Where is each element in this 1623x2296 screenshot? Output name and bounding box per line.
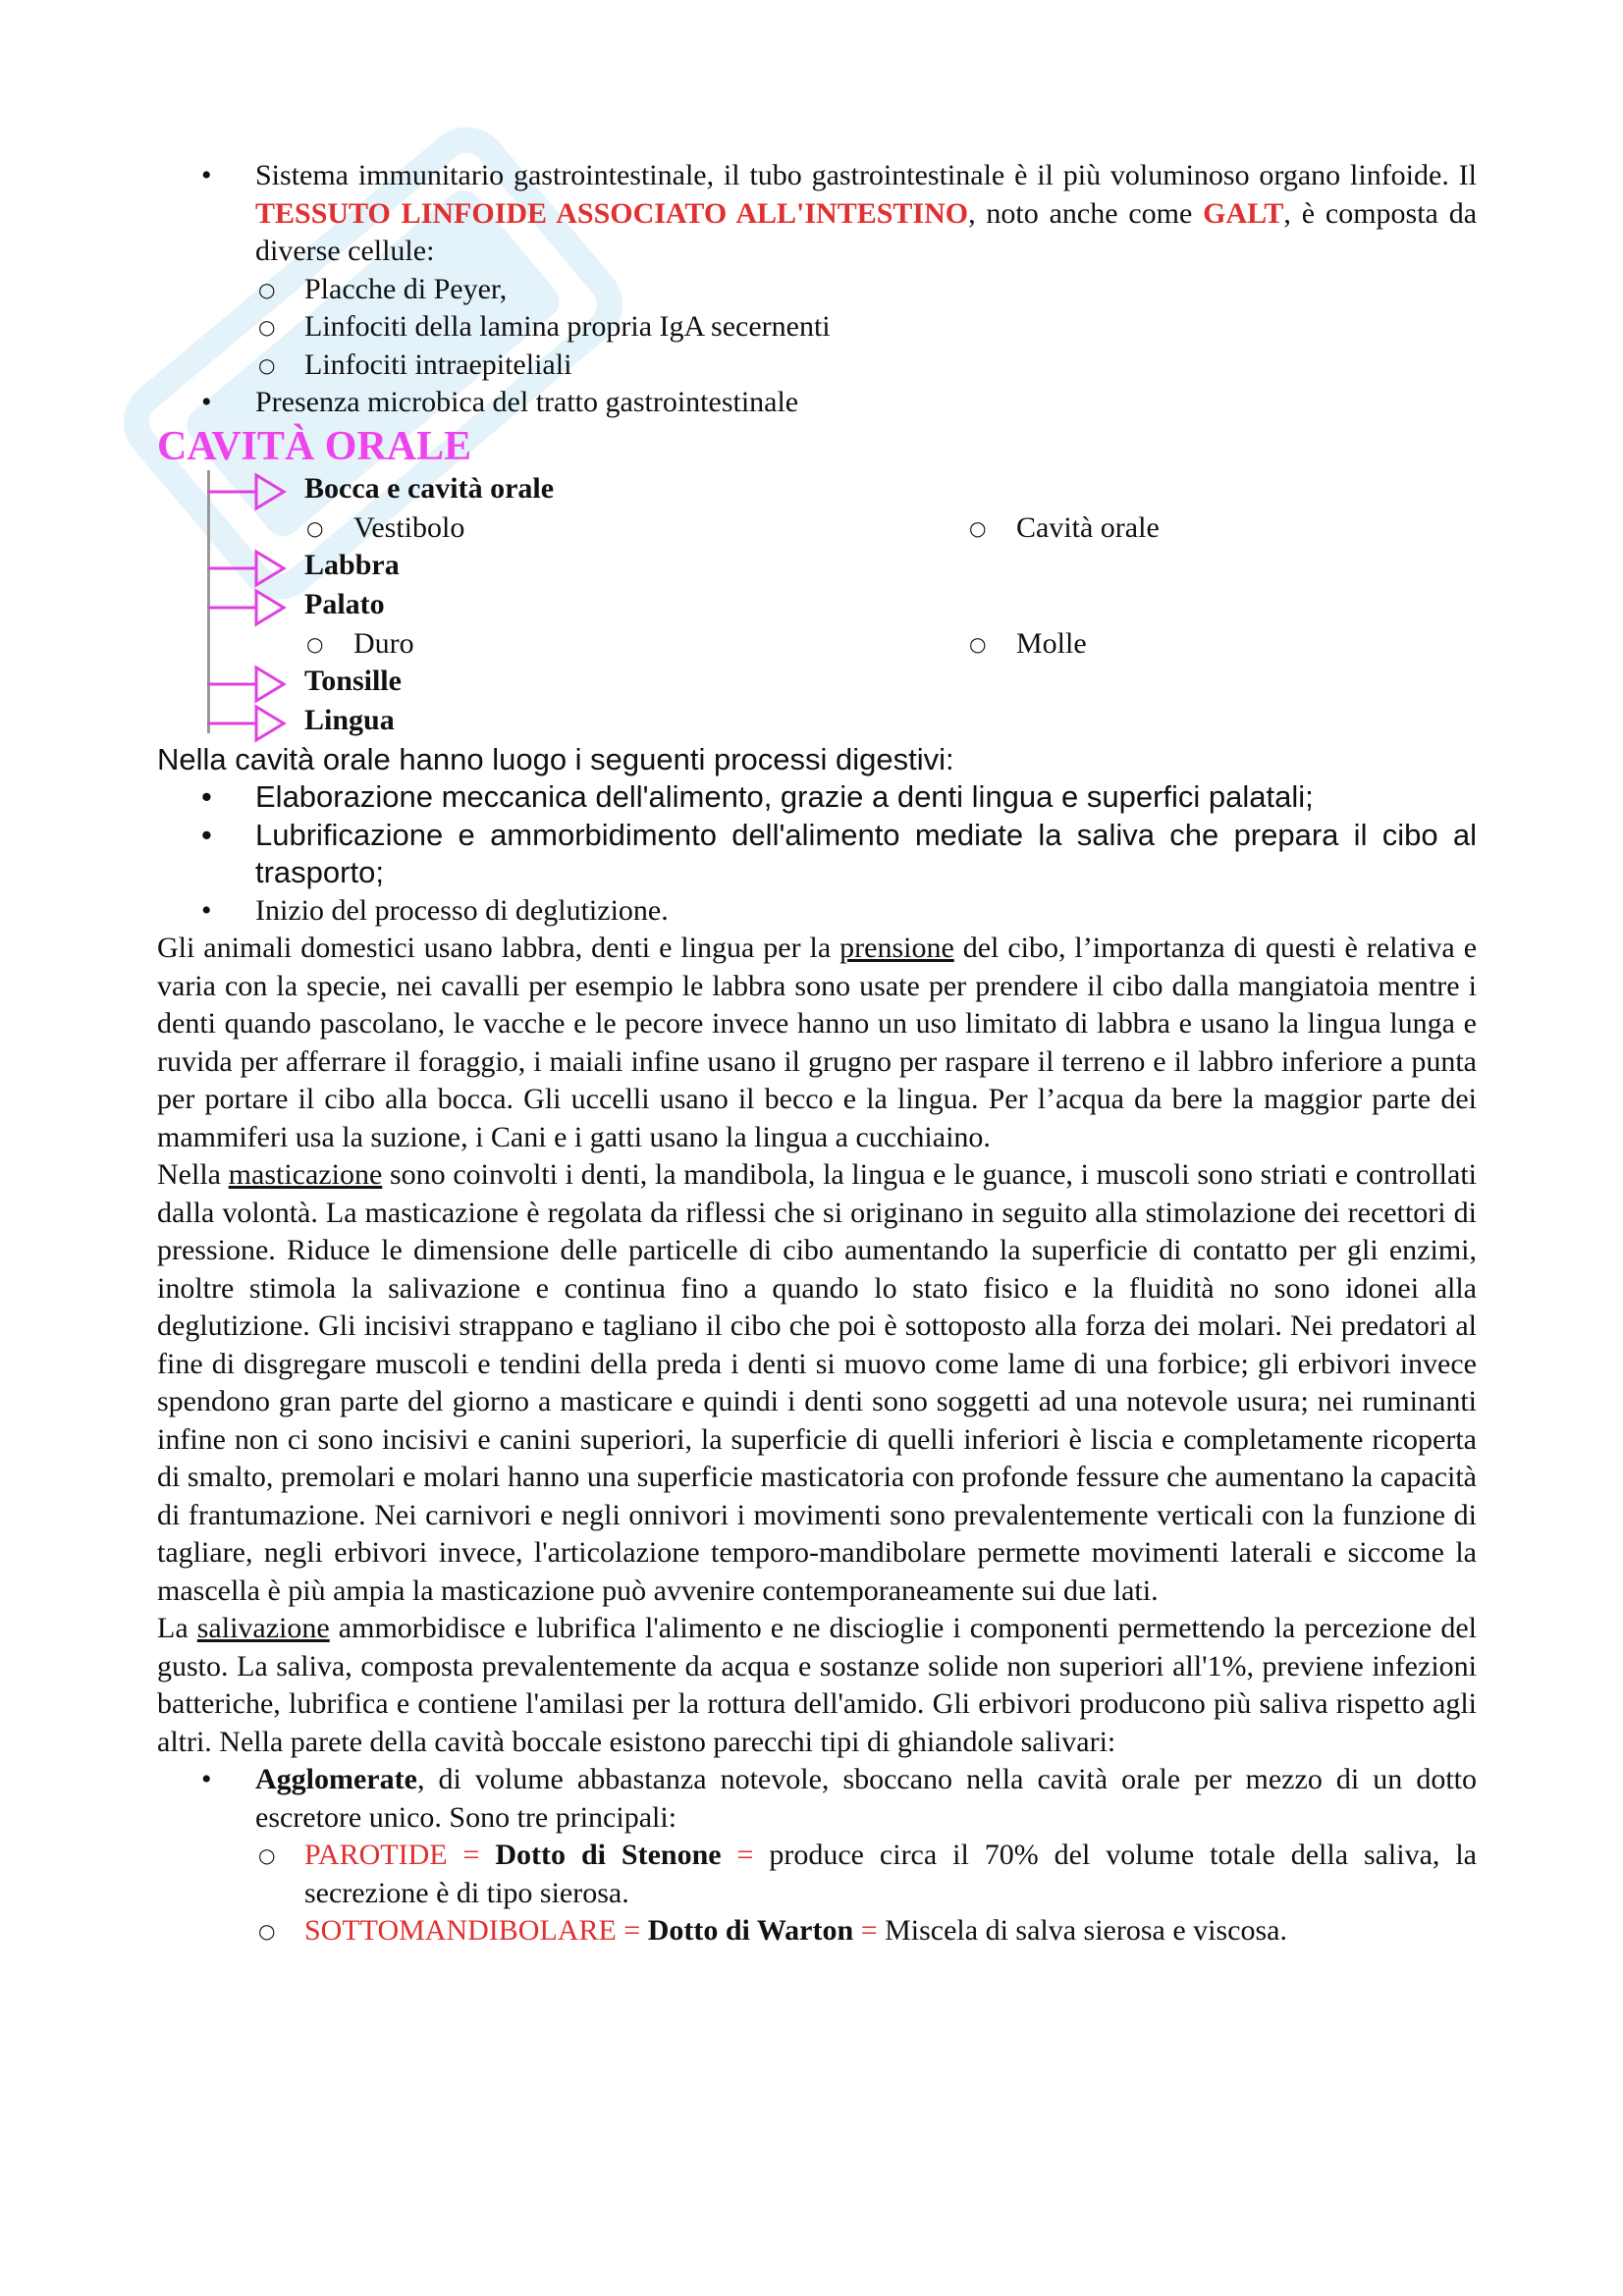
- list-item: ○ Linfociti intraepiteliali: [255, 347, 1477, 385]
- tree-sub-duro: ○ Duro: [353, 625, 414, 664]
- cell-sublist: [255, 271, 1477, 385]
- tree-label-lingua: Lingua: [304, 703, 395, 736]
- tree-sub-molle: ○ Molle: [1016, 625, 1087, 664]
- arrow-right-icon: [207, 547, 288, 590]
- term-agglomerate: Agglomerate: [255, 1763, 417, 1795]
- list-item: • Presenza microbica del tratto gastrointestinale: [157, 384, 1477, 422]
- galt-abbr: GALT: [1203, 196, 1284, 230]
- arrow-right-icon: [207, 702, 288, 745]
- list-item: • Elaborazione meccanica dell'alimento, grazie a denti lingua e superfici palatali;: [157, 778, 1477, 817]
- tree-subrow: [157, 509, 1477, 549]
- processes-list: [157, 778, 1477, 930]
- structure-tree: [157, 470, 1477, 741]
- tree-row: [157, 547, 1477, 586]
- arrow-right-icon: [207, 586, 288, 629]
- list-item: • Sistema immunitario gastrointestinale, il tubo gastrointestinale è il più voluminoso organo linfoide. Il TESSUTO LINFOIDE ASSOCIATO ALL'INTESTINO, noto anche come GALT, è composta da diverse cellule: ○ Placche di Peyer, ○ Linfociti della lamina propria IgA secernenti ○ Linfociti intraepiteliali: [157, 157, 1477, 384]
- gland-item-sottomandibolare: ○ SOTTOMANDIBOLARE = Dotto di Warton = Miscela di salva sierosa e viscosa.: [255, 1912, 1477, 1950]
- arrow-right-icon: [207, 470, 288, 513]
- list-item: ○ Placche di Peyer,: [255, 271, 1477, 309]
- paragraph-prensione: Gli animali domestici usano labbra, denti e lingua per la prensione del cibo, l’importanza di questi è relativa e varia con la specie, nei cavalli per esempio le labbra sono usate per prendere il cibo dalla mangiatoia mentre i denti quando pascolano, le vacche e le pecore invece hanno un uso limitato di labbra e usano la lingua lunga e ruvida per afferrare il foraggio, i maiali infine usano il grugno per raspare il terreno e il labbro inferiore a punta per portare il cibo alla bocca. Gli uccelli usano il becco e la lingua. Per l’acqua da bere la maggior parte dei mammiferi usa la suzione, i Cani e i gatti usano la lingua a cucchiaino.: [157, 932, 1478, 1153]
- tree-subrow: [157, 625, 1477, 665]
- term-prensione: prensione: [839, 932, 954, 964]
- tree-sub-vestibolo: ○ Vestibolo: [353, 509, 464, 548]
- galt-term: TESSUTO LINFOIDE ASSOCIATO ALL'INTESTINO: [255, 196, 969, 230]
- tree-label-bocca: Bocca e cavità orale: [304, 471, 555, 505]
- tree-row: [157, 702, 1477, 741]
- gland-item-parotide: ○ PAROTIDE = Dotto di Stenone = produce circa il 70% del volume totale della saliva, la secrezione è di tipo sierosa.: [255, 1837, 1477, 1912]
- tree-row: [157, 663, 1477, 702]
- arrow-right-icon: [207, 663, 288, 706]
- term-masticazione: masticazione: [228, 1158, 383, 1191]
- tree-row: [157, 470, 1477, 509]
- glands-list: [157, 1761, 1477, 1950]
- paragraph-masticazione: Nella masticazione sono coinvolti i denti, la mandibola, la lingua e le guance, i muscoli sono striati e controllati dalla volontà. La masticazione è regolata da riflessi che si originano in seguito alla stimolazione dei recettori di pressione. Riduce le dimensione delle particelle di cibo aumentando la superficie di contatto per gli enzimi, inoltre stimola la salivazione e continua fino a quando lo stato fisico e la fluidità no sono idonei alla deglutizione. Gli incisivi strappano e tagliano il cibo che poi è sottoposto alla forza dei molari. Nei predatori al fine di disgregare muscoli e tendini della preda i denti si muovo come lame di una forbice; gli erbivori invece spendono gran parte del giorno a masticare e quindi i denti sono soggetti ad una notevole usura; nei ruminanti infine non ci sono incisivi e canini superiori, la superficie di quelli inferiori è liscia e completamente ricoperta di smalto, premolari e molari hanno una superficie masticatoria con profonde fessure che aumentano la capacità di frantumazione. Nei carnivori e negli onnivori i movimenti sono prevalentemente verticali con la funzione di tagliare, negli erbivori invece, l'articolazione temporo-mandibolare permette movimenti laterali e siccome la mascella è più ampia la masticazione può avvenire contemporaneamente sui due lati.: [157, 1158, 1478, 1607]
- tree-sub-cavita: ○ Cavità orale: [1016, 509, 1160, 548]
- document-page: [157, 157, 1477, 1950]
- glands-sublist: [255, 1837, 1477, 1950]
- section-heading: CAVITÀ ORALE: [157, 423, 472, 469]
- tree-label-tonsille: Tonsille: [304, 664, 402, 697]
- paragraph-salivazione: La salivazione ammorbidisce e lubrifica l'alimento e ne discioglie i componenti permettendo la percezione del gusto. La saliva, composta prevalentemente da acqua e sostanze solide non superiori all'1%, previene infezioni batteriche, lubrifica e contiene l'amilasi per la rottura dell'amido. Gli erbivori producono più saliva rispetto agli altri. Nella parete della cavità boccale esistono parecchi tipi di ghiandole salivari:: [157, 1612, 1477, 1758]
- tree-row: [157, 586, 1477, 625]
- list-item: • Agglomerate, di volume abbastanza notevole, sboccano nella cavità orale per mezzo di un dotto escretore unico. Sono tre principali: ○ PAROTIDE = Dotto di Stenone = produce circa il 70% del volume totale della saliva, la secrezione è di tipo sierosa. ○ SOTTOMANDIBOLARE = Dotto di Warton = Miscela di salva sierosa e viscosa.: [157, 1761, 1477, 1950]
- immune-list: [157, 157, 1477, 422]
- term-salivazione: salivazione: [196, 1612, 330, 1644]
- processes-intro: Nella cavità orale hanno luogo i seguenti processi digestivi:: [157, 741, 954, 776]
- list-item: • Inizio del processo di deglutizione.: [157, 892, 1477, 931]
- list-item: • Lubrificazione e ammorbidimento dell'alimento mediate la saliva che prepara il cibo al trasporto;: [157, 817, 1477, 892]
- list-item: ○ Linfociti della lamina propria IgA secernenti: [255, 308, 1477, 347]
- tree-label-palato: Palato: [304, 587, 385, 620]
- tree-label-labbra: Labbra: [304, 548, 400, 581]
